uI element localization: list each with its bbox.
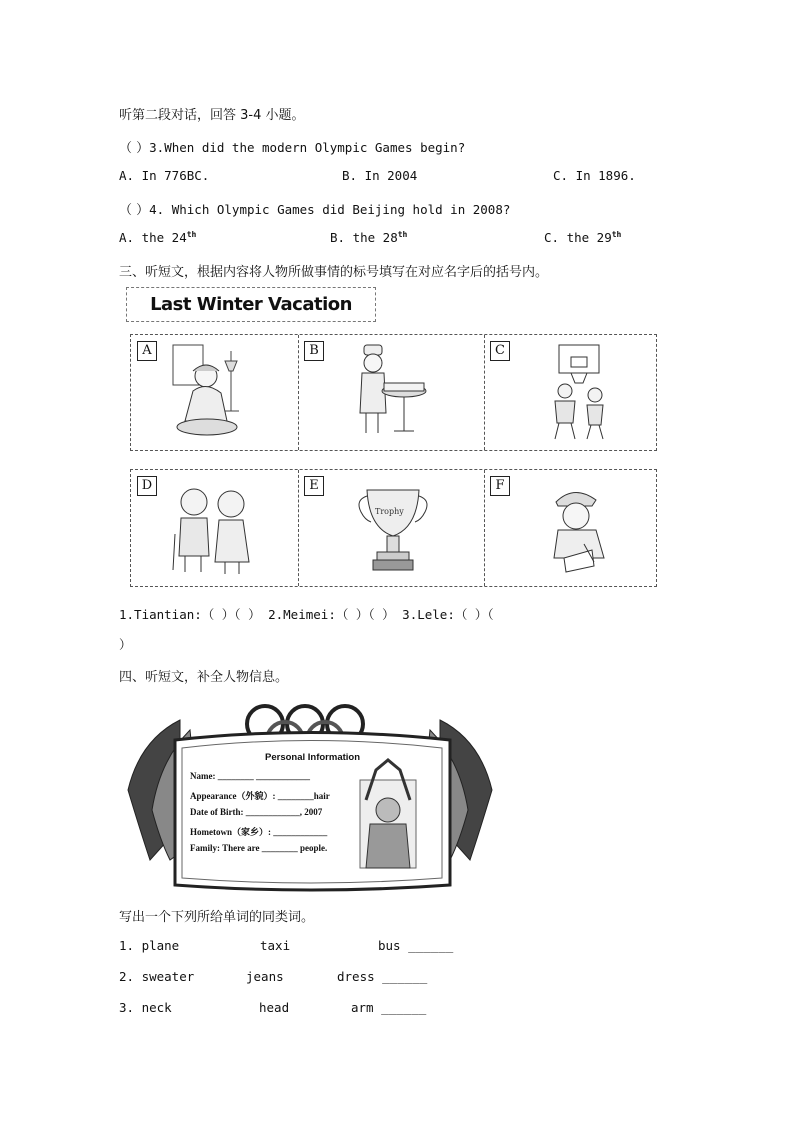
answer-line-tail: ） bbox=[119, 637, 132, 652]
basketball-players-icon bbox=[539, 343, 629, 443]
meditating-person-icon bbox=[171, 341, 261, 441]
grandparents-icon bbox=[169, 484, 259, 579]
baker-cake-icon bbox=[348, 343, 438, 443]
picture-panel-b bbox=[298, 335, 485, 450]
option-c: C. In 1896. bbox=[553, 168, 636, 183]
picture-row-1 bbox=[130, 334, 657, 451]
word-row-item: 1. plane bbox=[119, 938, 180, 953]
family-field: Family: There are ________ people. bbox=[190, 843, 328, 853]
picture-panel-f bbox=[484, 470, 656, 586]
word-blank: dress ______ bbox=[337, 969, 428, 984]
picture-row-2 bbox=[130, 469, 657, 587]
section-heading: 三、听短文，根据内容将人物所做事情的标号填写在对应名字后的括号内。 bbox=[119, 265, 549, 280]
word-row-item: head bbox=[259, 1000, 290, 1015]
panel-label: D bbox=[137, 476, 157, 496]
date-of-birth-field: Date of Birth: ____________, 2007 bbox=[190, 807, 323, 817]
picture-panel-c bbox=[484, 335, 656, 450]
card-title: Personal Information bbox=[265, 752, 361, 763]
option-b: B. the 28th bbox=[330, 230, 408, 246]
hometown-field: Hometown（家乡）: ____________ bbox=[190, 827, 328, 837]
answer-paren: （ ） bbox=[119, 203, 150, 218]
panel-label: E bbox=[304, 476, 324, 496]
word-row-item: jeans bbox=[246, 969, 284, 984]
svg-text:Trophy: Trophy bbox=[375, 507, 404, 516]
section-intro: 听第二段对话，回答 3-4 小题。 bbox=[119, 108, 305, 123]
answer-line: 1.Tiantian:（ ）（ ） 2.Meimei:（ ）（ ） 3.Lele:（ ）（ bbox=[119, 607, 494, 622]
question-4 bbox=[119, 199, 510, 218]
vacation-title: Last Winter Vacation bbox=[126, 287, 376, 322]
picture-panel-e bbox=[298, 470, 485, 586]
word-blank: bus ______ bbox=[378, 938, 454, 953]
option-a: A. the 24th bbox=[119, 230, 197, 246]
option-a: A. In 776BC. bbox=[119, 168, 210, 183]
word-row-item: taxi bbox=[260, 938, 291, 953]
panel-label: B bbox=[304, 341, 324, 361]
question-3 bbox=[119, 137, 465, 156]
option-c: C. the 29th bbox=[544, 230, 622, 246]
writing-girl-icon bbox=[534, 480, 624, 580]
personal-info-card bbox=[120, 700, 500, 895]
panel-label: A bbox=[137, 341, 157, 361]
appearance-field: Appearance（外貌）: ________hair bbox=[190, 791, 330, 801]
panel-label: C bbox=[490, 341, 510, 361]
word-blank: arm ______ bbox=[351, 1000, 427, 1015]
question-text: 4. Which Olympic Games did Beijing hold in 2008? bbox=[149, 202, 511, 217]
option-b: B. In 2004 bbox=[342, 168, 418, 183]
word-row-item: 2. sweater bbox=[119, 969, 195, 984]
picture-panel-d bbox=[131, 470, 299, 586]
picture-panel-a bbox=[131, 335, 299, 450]
answer-paren: （ ） bbox=[119, 141, 150, 156]
trophy-icon bbox=[353, 484, 433, 579]
question-text: 3.When did the modern Olympic Games begin? bbox=[149, 140, 466, 155]
word-row-item: 3. neck bbox=[119, 1000, 172, 1015]
name-field: Name: ________ ____________ bbox=[190, 771, 310, 781]
section-heading: 四、听短文，补全人物信息。 bbox=[119, 670, 289, 685]
section-heading: 写出一个下列所给单词的同类词。 bbox=[119, 910, 315, 925]
panel-label: F bbox=[490, 476, 510, 496]
